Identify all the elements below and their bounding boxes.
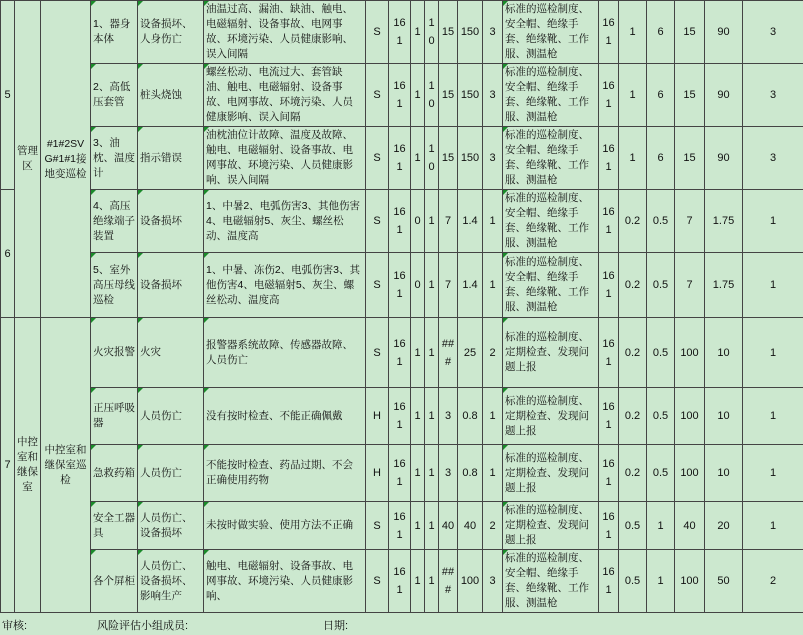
count-cell[interactable]: 161 — [389, 253, 411, 318]
grade-after-cell[interactable]: 1 — [743, 190, 803, 253]
c-after-cell[interactable]: 100 — [675, 445, 705, 502]
e-after-cell[interactable]: 6 — [647, 127, 675, 190]
d-after-cell[interactable]: 90 — [705, 64, 743, 127]
l-after-cell[interactable]: 0.2 — [619, 318, 647, 388]
l-cell[interactable]: 1 — [411, 64, 425, 127]
grade-cell[interactable]: 2 — [483, 502, 503, 550]
grade-cell[interactable]: 1 — [483, 445, 503, 502]
level-cell[interactable]: S — [366, 502, 389, 550]
level-cell[interactable]: S — [366, 127, 389, 190]
c-cell[interactable]: ### — [439, 550, 458, 613]
grade-after-cell[interactable]: 3 — [743, 64, 803, 127]
d-cell[interactable]: 25 — [458, 318, 483, 388]
d-cell[interactable]: 100 — [458, 550, 483, 613]
measure-cell[interactable]: 标准的巡检制度、定期检查、发现问题上报 — [503, 502, 599, 550]
l-cell[interactable]: 1 — [411, 1, 425, 64]
level-cell[interactable]: H — [366, 388, 389, 445]
d-cell[interactable]: 0.8 — [458, 445, 483, 502]
cause-cell[interactable]: 未按时做实验、使用方法不正确 — [204, 502, 366, 550]
count-after-cell[interactable]: 161 — [599, 253, 619, 318]
measure-cell[interactable]: 标准的巡检制度、安全帽、绝缘手套、绝缘靴、工作服、测温枪 — [503, 64, 599, 127]
l-cell[interactable]: 1 — [411, 550, 425, 613]
e-after-cell[interactable]: 1 — [647, 502, 675, 550]
d-cell[interactable]: 40 — [458, 502, 483, 550]
table-row — [1, 190, 803, 253]
e-cell[interactable]: 1 — [425, 388, 439, 445]
cause-cell[interactable]: 不能按时检查、药品过期、不会正确使用药物 — [204, 445, 366, 502]
reviewer-label: 审核: — [2, 620, 28, 632]
unit-cell[interactable]: 火灾报警 — [91, 318, 138, 388]
table-row — [1, 318, 803, 388]
area-cell[interactable]: 中控室和继保室 — [15, 318, 41, 613]
cause-cell[interactable]: 螺丝松动、电流过大、套管缺油、触电、电磁辐射、设备事故、电网事故、环境污染、人员健康影响、误入间隔 — [204, 64, 366, 127]
c-after-cell[interactable]: 100 — [675, 318, 705, 388]
team-members-label: 风险评估小组成员: — [97, 620, 189, 632]
grade-after-cell[interactable]: 1 — [743, 253, 803, 318]
table-row — [1, 64, 803, 127]
d-after-cell[interactable]: 1.75 — [705, 253, 743, 318]
unit-cell[interactable]: 各个屏柜 — [91, 550, 138, 613]
l-after-cell[interactable]: 0.5 — [619, 502, 647, 550]
c-after-cell[interactable]: 7 — [675, 253, 705, 318]
inspection-name-cell[interactable]: #1#2SVG#1#1接地变巡检 — [41, 1, 91, 318]
e-cell[interactable]: 1 — [425, 502, 439, 550]
risk-cell[interactable]: 设备损坏 — [138, 253, 204, 318]
l-cell[interactable]: 1 — [411, 318, 425, 388]
l-after-cell[interactable]: 0.2 — [619, 190, 647, 253]
table-row — [1, 253, 803, 318]
e-cell[interactable]: 1 — [425, 550, 439, 613]
d-cell[interactable]: 150 — [458, 127, 483, 190]
risk-cell[interactable]: 人员伤亡 — [138, 388, 204, 445]
l-after-cell[interactable]: 0.5 — [619, 550, 647, 613]
row-number-cell[interactable]: 7 — [1, 318, 15, 613]
count-after-cell[interactable]: 161 — [599, 190, 619, 253]
level-cell[interactable]: S — [366, 318, 389, 388]
level-cell[interactable]: S — [366, 64, 389, 127]
risk-cell[interactable]: 人员伤亡、设备损坏 — [138, 502, 204, 550]
l-cell[interactable]: 1 — [411, 388, 425, 445]
count-cell[interactable]: 161 — [389, 550, 411, 613]
measure-cell[interactable]: 标准的巡检制度、定期检查、发现问题上报 — [503, 388, 599, 445]
unit-cell[interactable]: 3、油枕、温度计 — [91, 127, 138, 190]
measure-cell[interactable]: 标准的巡检制度、定期检查、发现问题上报 — [503, 445, 599, 502]
measure-cell[interactable]: 标准的巡检制度、安全帽、绝缘手套、绝缘靴、工作服、测温枪 — [503, 550, 599, 613]
unit-cell[interactable]: 安全工器具 — [91, 502, 138, 550]
c-cell[interactable]: 15 — [439, 127, 458, 190]
l-after-cell[interactable]: 0.2 — [619, 388, 647, 445]
level-cell[interactable]: S — [366, 550, 389, 613]
c-cell[interactable]: 15 — [439, 64, 458, 127]
e-after-cell[interactable]: 0.5 — [647, 253, 675, 318]
e-cell[interactable]: 1 — [425, 445, 439, 502]
measure-cell[interactable]: 标准的巡检制度、安全帽、绝缘手套、绝缘靴、工作服、测温枪 — [503, 1, 599, 64]
risk-cell[interactable]: 桩头烧蚀 — [138, 64, 204, 127]
risk-cell[interactable]: 火灾 — [138, 318, 204, 388]
e-cell[interactable]: 10 — [425, 127, 439, 190]
grade-after-cell[interactable]: 3 — [743, 1, 803, 64]
level-cell[interactable]: H — [366, 445, 389, 502]
count-after-cell[interactable]: 161 — [599, 318, 619, 388]
count-after-cell[interactable]: 161 — [599, 550, 619, 613]
count-cell[interactable]: 161 — [389, 318, 411, 388]
grade-after-cell[interactable]: 1 — [743, 318, 803, 388]
c-cell[interactable]: 40 — [439, 502, 458, 550]
table-row — [1, 388, 803, 445]
measure-cell[interactable]: 标准的巡检制度、安全帽、绝缘手套、绝缘靴、工作服、测温枪 — [503, 127, 599, 190]
inspection-name-cell[interactable]: 中控室和继保室巡检 — [41, 318, 91, 613]
unit-cell[interactable]: 5、室外高压母线巡检 — [91, 253, 138, 318]
table-row — [1, 127, 803, 190]
risk-cell[interactable]: 人员伤亡 — [138, 445, 204, 502]
row-number-cell[interactable]: 5 — [1, 1, 15, 190]
level-cell[interactable]: S — [366, 190, 389, 253]
c-cell[interactable]: 3 — [439, 445, 458, 502]
d-after-cell[interactable]: 90 — [705, 127, 743, 190]
c-cell[interactable]: 7 — [439, 253, 458, 318]
unit-cell[interactable]: 2、高低压套管 — [91, 64, 138, 127]
count-after-cell[interactable]: 161 — [599, 502, 619, 550]
grade-cell[interactable]: 1 — [483, 253, 503, 318]
grade-cell[interactable]: 1 — [483, 388, 503, 445]
d-after-cell[interactable]: 50 — [705, 550, 743, 613]
c-cell[interactable]: 15 — [439, 1, 458, 64]
e-after-cell[interactable]: 0.5 — [647, 318, 675, 388]
count-cell[interactable]: 161 — [389, 502, 411, 550]
table-row — [1, 1, 803, 64]
d-after-cell[interactable]: 10 — [705, 445, 743, 502]
e-after-cell[interactable]: 0.5 — [647, 388, 675, 445]
grade-cell[interactable]: 2 — [483, 318, 503, 388]
l-after-cell[interactable]: 1 — [619, 1, 647, 64]
unit-cell[interactable]: 1、器身本体 — [91, 1, 138, 64]
grade-cell[interactable]: 3 — [483, 550, 503, 613]
count-cell[interactable]: 161 — [389, 445, 411, 502]
e-cell[interactable]: 10 — [425, 64, 439, 127]
c-after-cell[interactable]: 15 — [675, 1, 705, 64]
l-after-cell[interactable]: 0.2 — [619, 445, 647, 502]
l-after-cell[interactable]: 0.2 — [619, 253, 647, 318]
c-after-cell[interactable]: 7 — [675, 190, 705, 253]
l-cell[interactable]: 1 — [411, 502, 425, 550]
grade-after-cell[interactable]: 1 — [743, 445, 803, 502]
cause-cell[interactable]: 1、中暑2、电弧伤害3、其他伤害4、电磁辐射5、灰尘、螺丝松动、温度高 — [204, 190, 366, 253]
count-cell[interactable]: 161 — [389, 64, 411, 127]
count-after-cell[interactable]: 161 — [599, 127, 619, 190]
risk-cell[interactable]: 设备损坏、人身伤亡 — [138, 1, 204, 64]
e-after-cell[interactable]: 6 — [647, 64, 675, 127]
d-after-cell[interactable]: 90 — [705, 1, 743, 64]
row-number-cell[interactable]: 6 — [1, 190, 15, 318]
area-cell[interactable]: 管理区 — [15, 1, 41, 318]
d-after-cell[interactable]: 10 — [705, 388, 743, 445]
d-after-cell[interactable]: 20 — [705, 502, 743, 550]
c-cell[interactable]: ### — [439, 318, 458, 388]
count-after-cell[interactable]: 161 — [599, 64, 619, 127]
unit-cell[interactable]: 急救药箱 — [91, 445, 138, 502]
l-after-cell[interactable]: 1 — [619, 127, 647, 190]
e-cell[interactable]: 1 — [425, 318, 439, 388]
grade-after-cell[interactable]: 1 — [743, 502, 803, 550]
c-after-cell[interactable]: 40 — [675, 502, 705, 550]
cause-cell[interactable]: 触电、电磁辐射、设备事故、电网事故、环境污染、人员健康影响、 — [204, 550, 366, 613]
unit-cell[interactable]: 4、高压绝缘端子装置 — [91, 190, 138, 253]
grade-cell[interactable]: 3 — [483, 1, 503, 64]
grade-after-cell[interactable]: 2 — [743, 550, 803, 613]
l-cell[interactable]: 0 — [411, 253, 425, 318]
count-cell[interactable]: 161 — [389, 388, 411, 445]
cause-cell[interactable]: 1、中暑、冻伤2、电弧伤害3、其他伤害4、电磁辐射5、灰尘、螺丝松动、温度高 — [204, 253, 366, 318]
cause-cell[interactable]: 报警器系统故障、传感器故障、人员伤亡 — [204, 318, 366, 388]
c-after-cell[interactable]: 100 — [675, 550, 705, 613]
count-cell[interactable]: 161 — [389, 190, 411, 253]
c-cell[interactable]: 7 — [439, 190, 458, 253]
c-after-cell[interactable]: 100 — [675, 388, 705, 445]
l-cell[interactable]: 0 — [411, 190, 425, 253]
level-cell[interactable]: S — [366, 253, 389, 318]
count-after-cell[interactable]: 161 — [599, 445, 619, 502]
count-after-cell[interactable]: 161 — [599, 1, 619, 64]
e-cell[interactable]: 1 — [425, 253, 439, 318]
count-after-cell[interactable]: 161 — [599, 388, 619, 445]
e-after-cell[interactable]: 0.5 — [647, 190, 675, 253]
cause-cell[interactable]: 油温过高、漏油、缺油、触电、电磁辐射、设备事故、电网事故、环境污染、人员健康影响、误入间隔 — [204, 1, 366, 64]
d-after-cell[interactable]: 1.75 — [705, 190, 743, 253]
grade-cell[interactable]: 1 — [483, 190, 503, 253]
e-cell[interactable]: 10 — [425, 1, 439, 64]
e-after-cell[interactable]: 1 — [647, 550, 675, 613]
c-after-cell[interactable]: 15 — [675, 127, 705, 190]
d-after-cell[interactable]: 10 — [705, 318, 743, 388]
risk-cell[interactable]: 人员伤亡、设备损坏、影响生产 — [138, 550, 204, 613]
grade-cell[interactable]: 3 — [483, 127, 503, 190]
unit-cell[interactable]: 正压呼吸器 — [91, 388, 138, 445]
table-row — [1, 550, 803, 613]
l-cell[interactable]: 1 — [411, 445, 425, 502]
measure-cell[interactable]: 标准的巡检制度、安全帽、绝缘手套、绝缘靴、工作服、测温枪 — [503, 253, 599, 318]
l-cell[interactable]: 1 — [411, 127, 425, 190]
risk-cell[interactable]: 指示错误 — [138, 127, 204, 190]
grade-after-cell[interactable]: 3 — [743, 127, 803, 190]
grade-after-cell[interactable]: 1 — [743, 388, 803, 445]
sheet-footer — [0, 612, 803, 635]
date-label: 日期: — [323, 620, 349, 632]
d-cell[interactable]: 150 — [458, 1, 483, 64]
measure-cell[interactable]: 标准的巡检制度、安全帽、绝缘手套、绝缘靴、工作服、测温枪 — [503, 190, 599, 253]
d-cell[interactable]: 1.4 — [458, 253, 483, 318]
table-row — [1, 502, 803, 550]
e-after-cell[interactable]: 0.5 — [647, 445, 675, 502]
d-cell[interactable]: 1.4 — [458, 190, 483, 253]
cause-cell[interactable]: 油枕油位计故障、温度及故障、触电、电磁辐射、设备事故、电网事故、环境污染、人员健康影响、误入间隔 — [204, 127, 366, 190]
e-cell[interactable]: 1 — [425, 190, 439, 253]
measure-cell[interactable]: 标准的巡检制度、定期检查、发现问题上报 — [503, 318, 599, 388]
cause-cell[interactable]: 没有按时检查、不能正确佩戴 — [204, 388, 366, 445]
risk-cell[interactable]: 设备损坏 — [138, 190, 204, 253]
count-cell[interactable]: 161 — [389, 1, 411, 64]
c-cell[interactable]: 3 — [439, 388, 458, 445]
level-cell[interactable]: S — [366, 1, 389, 64]
d-cell[interactable]: 0.8 — [458, 388, 483, 445]
e-after-cell[interactable]: 6 — [647, 1, 675, 64]
c-after-cell[interactable]: 15 — [675, 64, 705, 127]
l-after-cell[interactable]: 1 — [619, 64, 647, 127]
count-cell[interactable]: 161 — [389, 127, 411, 190]
d-cell[interactable]: 150 — [458, 64, 483, 127]
table-row — [1, 445, 803, 502]
grade-cell[interactable]: 3 — [483, 64, 503, 127]
